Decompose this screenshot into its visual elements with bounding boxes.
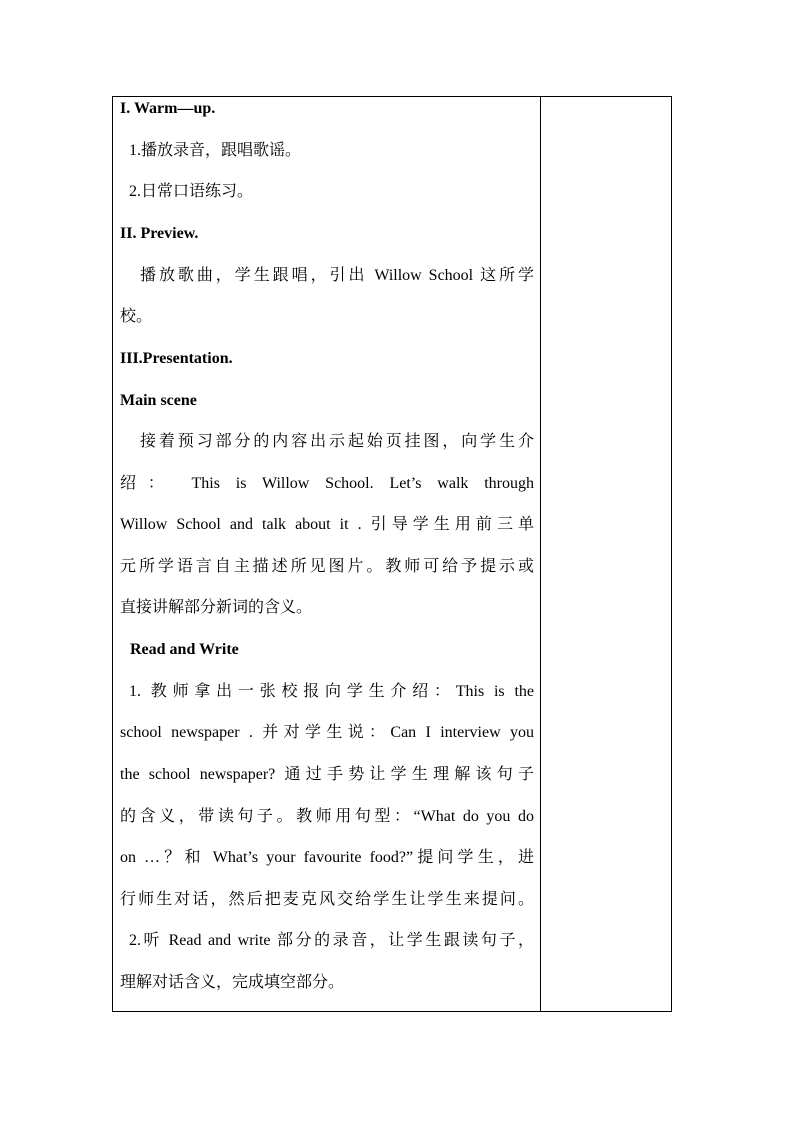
read-write-text-line-4: 的含义，带读句子。教师用句型：“What do you do: [120, 808, 534, 825]
section-heading-presentation: III.Presentation.: [120, 350, 233, 367]
main-scene-text-line-5: 直接讲解部分新词的含义。: [120, 599, 313, 616]
read-write-text-line-1: 1. 教师拿出一张校报向学生介绍：This is the: [129, 683, 534, 700]
subheading-main-scene: Main scene: [120, 392, 197, 409]
read-write-text-line-2: school newspaper . 并对学生说：Can I interview you: [120, 724, 534, 741]
section-heading-warm-up: I. Warm—up.: [120, 100, 216, 117]
preview-text-line-1: 播放歌曲，学生跟唱，引出 Willow School 这所学: [140, 267, 534, 284]
notes-cell: [541, 97, 671, 1011]
teaching-procedure-cell: [113, 97, 541, 1011]
main-scene-text-line-2: 绍： This is Willow School. Let’s walk through: [120, 475, 534, 492]
main-scene-text-line-1: 接着预习部分的内容出示起始页挂图，向学生介: [140, 433, 534, 450]
lesson-plan-table: [112, 96, 672, 1012]
preview-text-line-2: 校。: [120, 308, 153, 325]
read-write-text-line-7: 2.听 Read and write 部分的录音，让学生跟读句子，: [129, 932, 534, 949]
subheading-read-and-write: Read and Write: [130, 641, 239, 658]
warm-up-step-1: 1.播放录音，跟唱歌谣。: [129, 142, 302, 159]
main-scene-text-line-3: Willow School and talk about it . 引导学生用前三单: [120, 516, 534, 533]
read-write-text-line-5: on …？和 What’s your favourite food?”提问学生，进: [120, 849, 534, 866]
read-write-text-line-8: 理解对话含义，完成填空部分。: [120, 974, 345, 991]
section-heading-preview: II. Preview.: [120, 225, 199, 242]
read-write-text-line-3: the school newspaper? 通过手势让学生理解该句子: [120, 766, 534, 783]
warm-up-step-2: 2.日常口语练习。: [129, 183, 254, 200]
main-scene-text-line-4: 元所学语言自主描述所见图片。教师可给予提示或: [120, 558, 534, 575]
read-write-text-line-6: 行师生对话，然后把麦克风交给学生让学生来提问。: [120, 891, 534, 908]
